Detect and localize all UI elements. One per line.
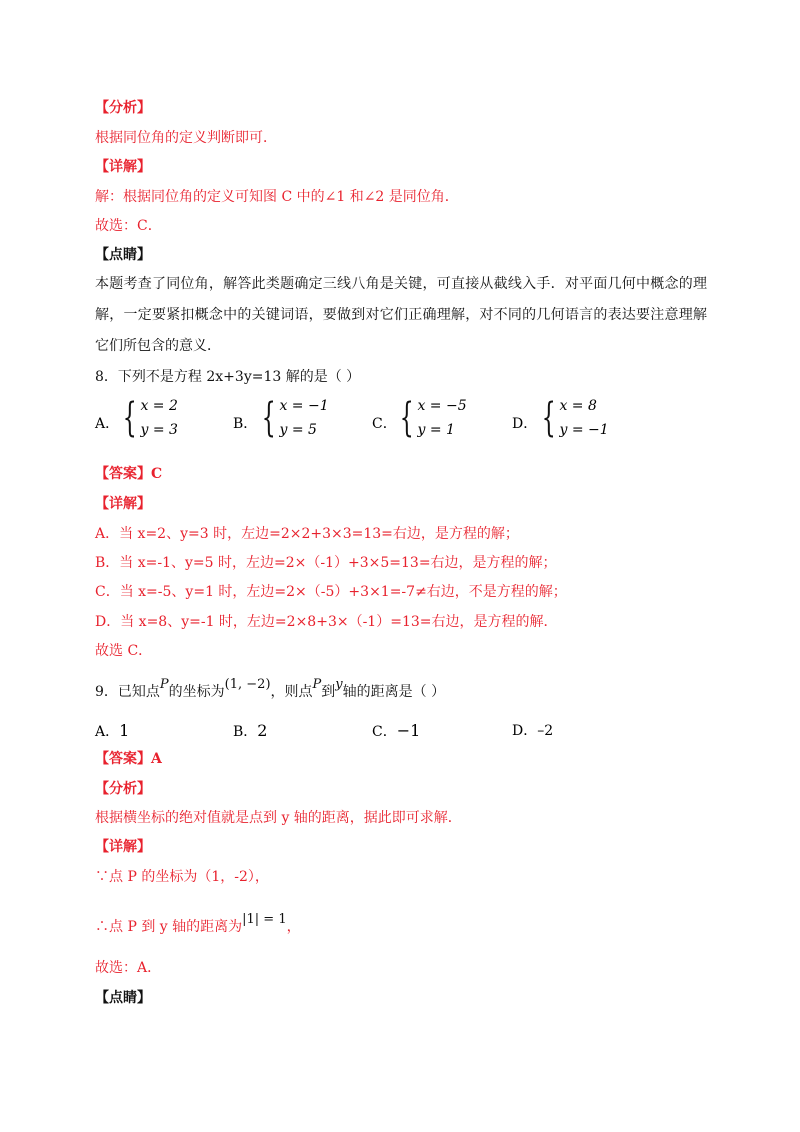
q9-option-b-label: B． — [233, 724, 258, 740]
q9-option-c — [372, 721, 420, 742]
q9-therefore-line — [95, 912, 301, 938]
q8-option-a-label: A． — [95, 416, 120, 432]
q9-stem-mid2: ，则点 — [270, 684, 313, 700]
q9-because-text: ∵点 P 的坐标为（1，-2）， — [95, 869, 269, 885]
q8-option-b-label: B． — [233, 416, 258, 432]
left-brace-icon: { — [541, 395, 556, 441]
q8-choice-text: 故选 C． — [95, 643, 153, 659]
detail-text: 解：根据同位角的定义可知图 C 中的∠1 和∠2 是同位角． — [95, 189, 459, 205]
choice-text: 故选：C． — [95, 218, 162, 234]
q8-option-d — [512, 414, 537, 434]
q8-option-c-line1: x = −5 — [417, 398, 467, 414]
analysis-tag: 【分析】 — [95, 100, 151, 116]
q9-option-c-value: −1 — [396, 721, 421, 740]
q8-option-a-line1: x = 2 — [140, 398, 178, 414]
q8-detail-line-a: A．当 x=2、y=3 时，左边=2×2+3×3=13=右边，是方程的解； — [95, 526, 519, 542]
q9-therefore-suffix: ， — [286, 919, 301, 935]
q8-option-b-system — [256, 394, 329, 442]
q9-detail-tag: 【详解】 — [95, 839, 151, 855]
q8-option-b-line1: x = −1 — [279, 398, 329, 414]
q8-option-a-line2: y = 3 — [140, 422, 178, 438]
q9-option-a-value: 1 — [119, 721, 130, 740]
comment-tag: 【点睛】 — [95, 247, 151, 263]
q9-var-p2: P — [312, 677, 322, 692]
q8-stem-suffix: 解的是（ ） — [285, 369, 361, 385]
q8-option-c-system — [394, 394, 467, 442]
q8-detail-tag: 【详解】 — [95, 496, 151, 512]
q9-comment-tag: 【点睛】 — [95, 990, 151, 1006]
q9-coordinate: (1, −2) — [224, 677, 271, 692]
q8-answer-tag: 【答案】C — [95, 466, 163, 482]
q9-option-b-value: 2 — [257, 721, 268, 740]
analysis-text: 根据同位角的定义判断即可． — [95, 130, 277, 146]
q9-option-d-label: D． — [512, 723, 538, 739]
q8-option-b — [233, 414, 257, 434]
q9-analysis-text: 根据横坐标的绝对值就是点到 y 轴的距离，据此即可求解． — [95, 810, 462, 826]
q9-analysis-tag: 【分析】 — [95, 781, 151, 797]
q8-option-a — [95, 414, 119, 434]
left-brace-icon: { — [261, 395, 276, 441]
q9-stem-suffix: 轴的距离是（ ） — [342, 684, 446, 700]
left-brace-icon: { — [399, 395, 414, 441]
q9-stem-mid3: 到 — [321, 684, 336, 700]
q8-stem-equation: 2x+3y=13 — [206, 369, 282, 385]
q8-detail-line-b: B．当 x=-1、y=5 时，左边=2×（-1）+3×5=13=右边，是方程的解； — [95, 555, 557, 571]
q9-var-p: P — [159, 677, 169, 692]
comment-text: 本题考查了同位角，解答此类题确定三线八角是关键，可直接从截线入手．对平面几何中概念的理解，一定要紧扣概念中的关键词语，要做到对它们正确理解，对不同的几何语言的表达要注意理解它们所包含的意义． — [95, 276, 707, 354]
q8-stem — [95, 367, 360, 387]
q9-therefore-prefix: ∴点 P 到 y 轴的距离为 — [95, 919, 243, 935]
q9-stem — [95, 677, 446, 703]
q9-option-c-label: C． — [372, 724, 397, 740]
q9-option-d-value: –2 — [537, 723, 554, 739]
q9-var-y: y — [335, 677, 343, 692]
detail-tag: 【详解】 — [95, 159, 151, 175]
q9-option-a-label: A． — [95, 724, 120, 740]
q9-choice-text: 故选：A． — [95, 960, 162, 976]
q9-option-d — [512, 721, 553, 741]
q8-option-b-line2: y = 5 — [279, 422, 317, 438]
q9-option-a — [95, 721, 129, 742]
q8-option-c-line2: y = 1 — [417, 422, 455, 438]
q8-detail-line-c: C．当 x=-5、y=1 时，左边=2×（-5）+3×1=-7≠右边，不是方程的解； — [95, 584, 567, 600]
q8-option-d-line1: x = 8 — [559, 398, 597, 414]
q8-option-d-line2: y = −1 — [559, 422, 609, 438]
q9-option-b — [233, 721, 267, 742]
q9-stem-mid1: 的坐标为 — [168, 684, 225, 700]
left-brace-icon: { — [122, 395, 137, 441]
q8-option-c-label: C． — [372, 416, 397, 432]
q8-option-a-system — [117, 394, 178, 442]
q8-option-d-system — [536, 394, 609, 442]
q8-detail-line-d: D．当 x=8、y=-1 时，左边=2×8+3×（-1）=13=右边，是方程的解． — [95, 614, 558, 630]
q9-therefore-math: |1| = 1 — [242, 912, 287, 927]
q8-stem-prefix: 8．下列不是方程 — [95, 369, 202, 385]
q8-option-c — [372, 414, 397, 434]
q9-answer-tag: 【答案】A — [95, 751, 162, 767]
q8-option-d-label: D． — [512, 416, 538, 432]
q9-stem-prefix: 9．已知点 — [95, 684, 160, 700]
